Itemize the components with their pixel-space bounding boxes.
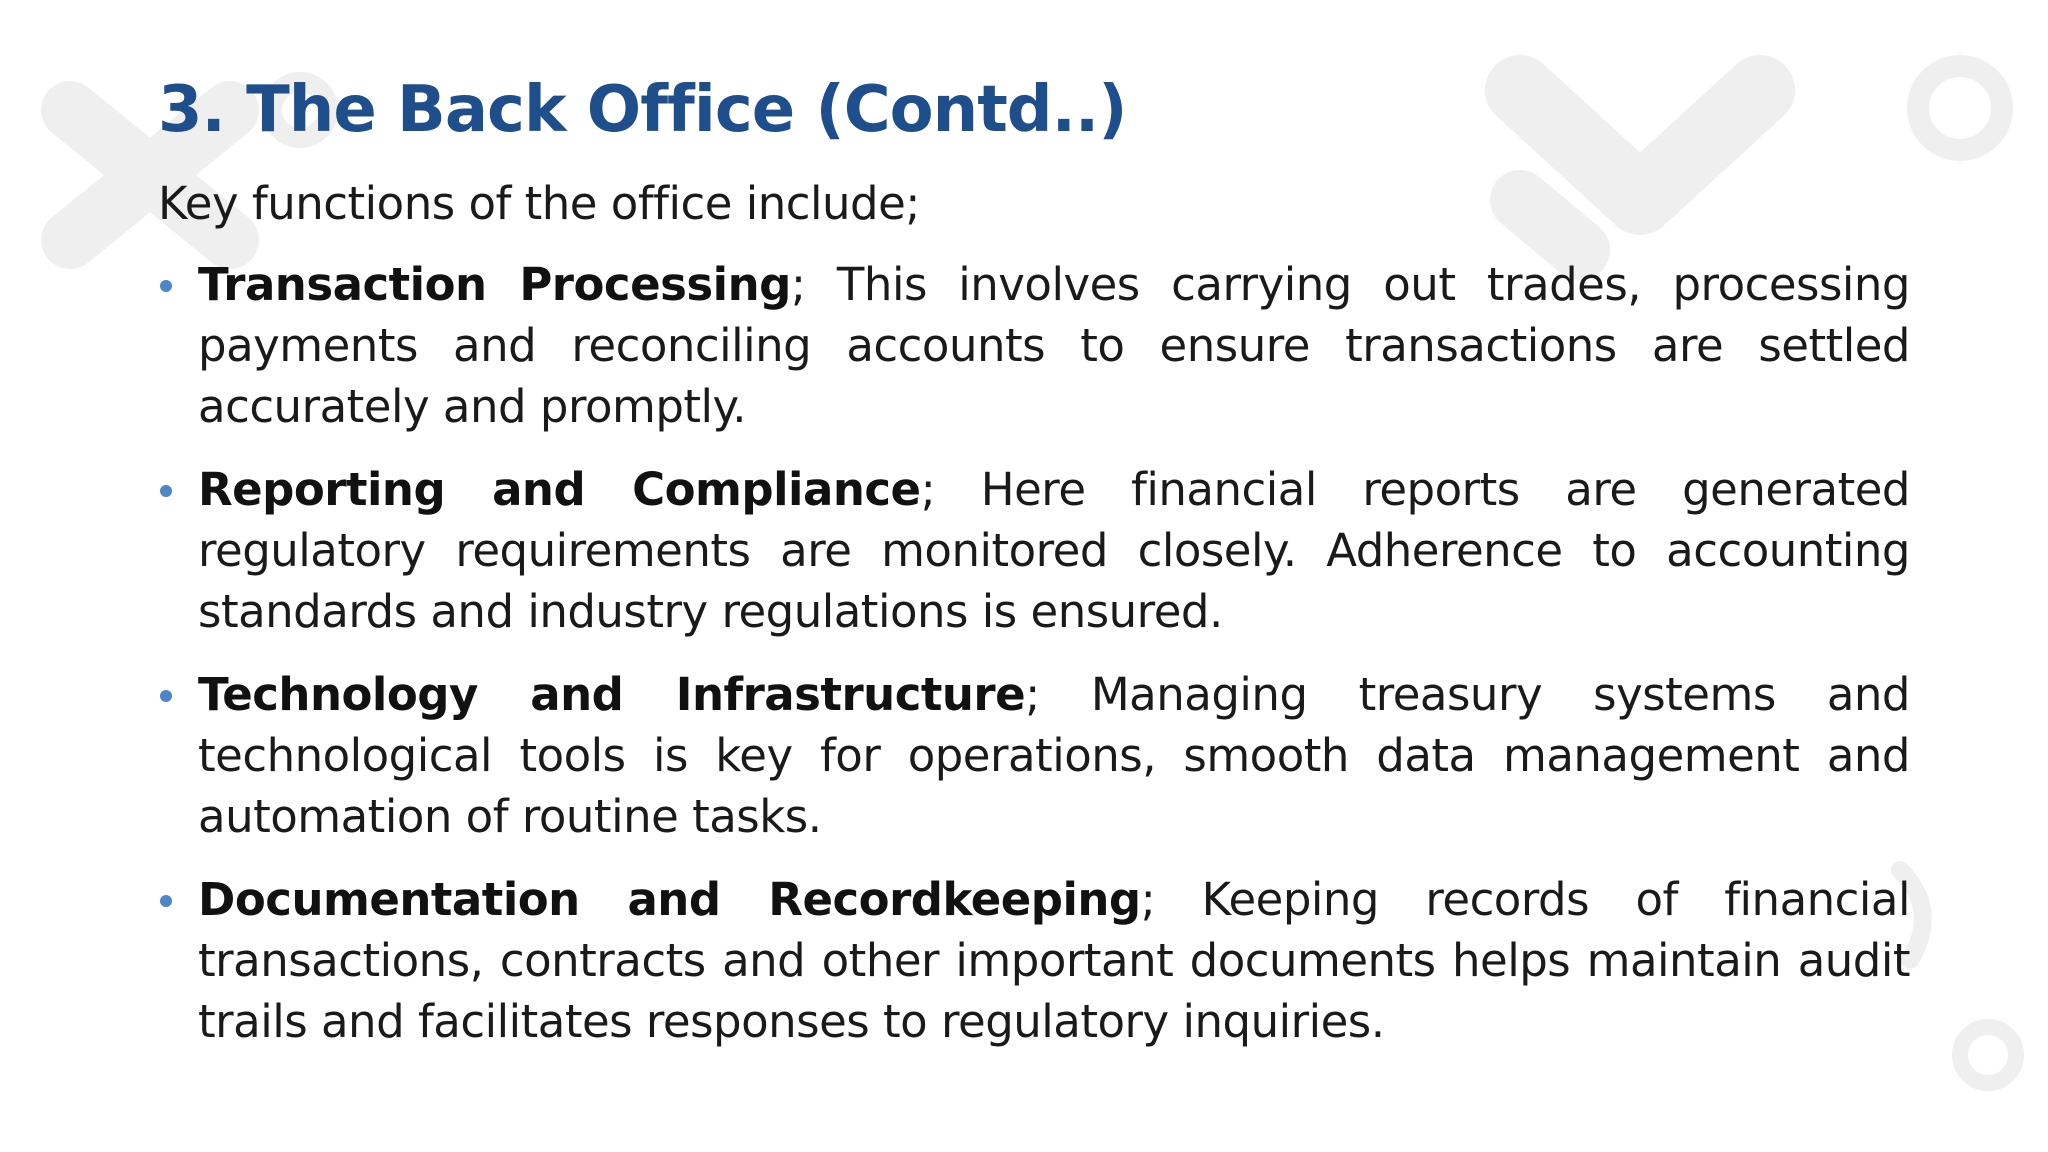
bullet-term: Transaction Processing [198, 258, 791, 311]
decor-ring-bottom-right [1960, 1027, 2016, 1083]
bullet-item-transaction-processing [158, 254, 1910, 437]
bullet-term: Reporting and Compliance [198, 463, 921, 516]
bullet-dot-icon [160, 895, 172, 907]
slide-title: 3. The Back Office (Contd..) [158, 73, 1127, 147]
bullet-item-technology-infrastructure [158, 664, 1910, 847]
intro-text: Key functions of the office include; [158, 177, 920, 230]
bullet-description: Managing treasury systems and technological tools is key for operations, smooth data management and automation of routine tasks. [198, 668, 1910, 843]
decor-v-shape-right-tail [1520, 200, 1580, 250]
decor-v-shape-right [1520, 90, 1760, 200]
bullet-separator: ; [920, 463, 936, 516]
bullet-term: Technology and Infrastructure [198, 668, 1026, 721]
bullet-item-reporting-compliance [158, 459, 1910, 642]
bullet-dot-icon [160, 280, 172, 292]
bullet-term: Documentation and Recordkeeping [198, 873, 1141, 926]
bullet-description: Keeping records of financial transactions, contracts and other important documents helps maintain audit trails and facilitates responses to regulatory inquiries. [198, 873, 1910, 1048]
bullet-separator: ; [790, 258, 806, 311]
bullet-separator: ; [1140, 873, 1156, 926]
bullet-item-documentation-recordkeeping [158, 869, 1910, 1052]
bullet-dot-icon [160, 690, 172, 702]
bullet-description: This involves carrying out trades, processing payments and reconciling accounts to ensure transactions are settled accurately and promptly. [198, 258, 1910, 433]
bullet-dot-icon [160, 485, 172, 497]
bullet-description: Here financial reports are generated regulatory requirements are monitored closely. Adherence to accounting standards and industry regulations is ensured. [198, 463, 1910, 638]
bullet-list [158, 254, 1910, 1074]
decor-ring-top-right [1918, 66, 2002, 150]
bullet-separator: ; [1025, 668, 1040, 721]
